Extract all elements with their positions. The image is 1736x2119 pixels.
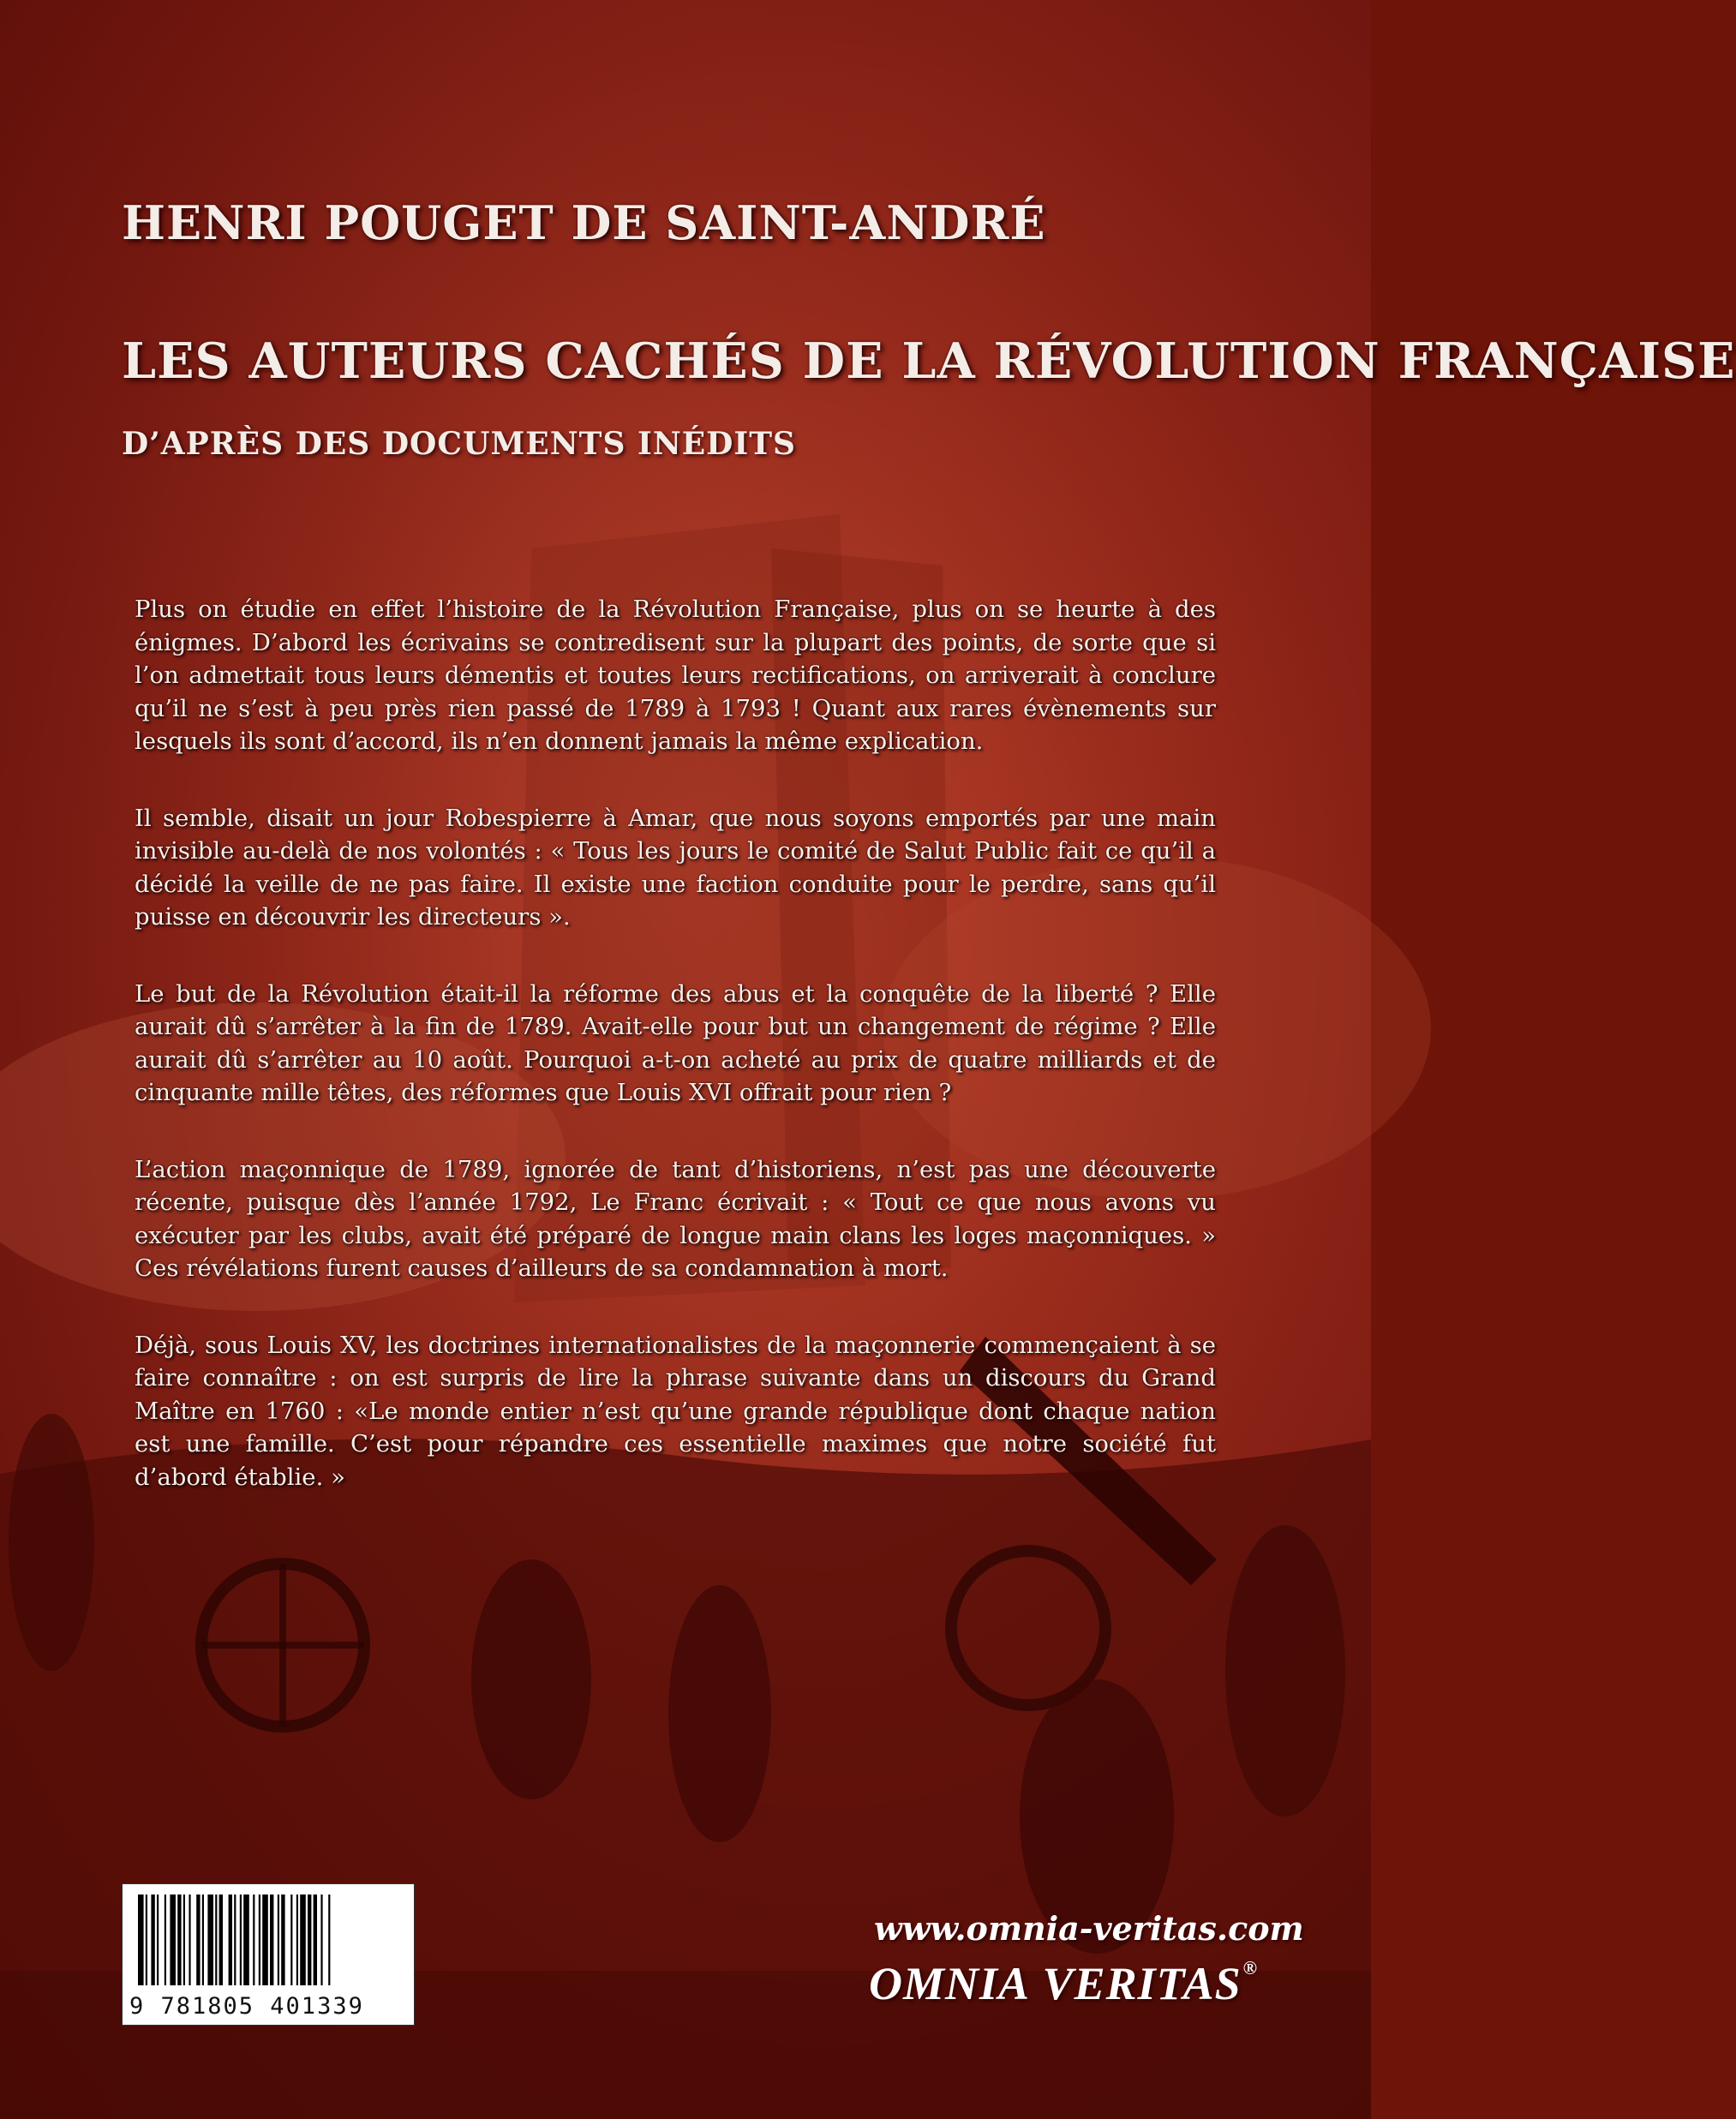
barcode-bar bbox=[290, 1895, 292, 1985]
publisher-logo bbox=[869, 1957, 1258, 2010]
barcode-bar bbox=[278, 1895, 279, 1985]
barcode-bar bbox=[259, 1895, 260, 1985]
barcode-bar bbox=[183, 1895, 185, 1985]
blurb-text bbox=[135, 593, 1216, 1537]
barcode-bar bbox=[320, 1895, 322, 1985]
barcode-bar bbox=[215, 1895, 217, 1985]
barcode-bar bbox=[151, 1895, 154, 1985]
barcode-bar bbox=[240, 1895, 242, 1985]
barcode-bar bbox=[270, 1895, 273, 1985]
isbn-number: 9 781805 401339 bbox=[129, 1993, 364, 2020]
blurb-paragraph: L’action maçonnique de 1789, ignorée de tant d’historiens, n’est pas une découverte récente, puisque dès l’année 1792, Le Franc écrivait : « Tout ce que nous avons vu exécuter par les clubs, avait été préparé de longue main clans les loges maçonniques. » Ces révélations furent causes d’ailleurs de sa condamnation à mort. bbox=[135, 1155, 1216, 1282]
barcode-bar bbox=[219, 1895, 223, 1985]
barcode-bar bbox=[229, 1895, 232, 1985]
blurb-paragraph: Le but de la Révolution était-il la réforme des abus et la conquête de la liberté ? Elle aurait dû s’arrêter à la fin de 1789. Avait-elle pour but un changement de régime ? Elle aurait dû s’arrêter au 10 août. Pourquoi a-t-on acheté au prix de quatre milliards et de cinquante mille têtes, des réformes que Louis XVI offrait pour rien ? bbox=[135, 979, 1216, 1106]
barcode-bar bbox=[165, 1895, 166, 1985]
barcode-bar bbox=[207, 1895, 213, 1985]
publisher-logo-omnia: OMNIA bbox=[869, 1958, 1031, 2009]
barcode-bar bbox=[300, 1895, 306, 1985]
blurb-paragraph: Déjà, sous Louis XV, les doctrines internationalistes de la maçonnerie commençaient à se faire connaître : on est surpris de lire la phrase suivante dans un discours du Grand Maître en 1760 : «Le monde entier n’est qu’une grande république dont chaque nation est une famille. C’est pour répandre ces essentielle maximes que notre société fut d’abord établie. » bbox=[135, 1331, 1216, 1491]
barcode-bar bbox=[202, 1895, 204, 1985]
barcode-bar bbox=[157, 1895, 159, 1985]
barcode-bar bbox=[138, 1895, 144, 1985]
blurb-paragraph: Plus on étudie en effet l’histoire de la Révolution Française, plus on se heurte à des énigmes. D’abord les écrivains se contredisent sur la plupart des points, de sorte que si l’on admettait tous leurs démentis et toutes leurs rectifications, on arriverait à conclure qu’il ne s’est à peu près rien passé de 1789 à 1793 ! Quant aux rares évènements sur lesquels ils sont d’accord, ils n’en donnent jamais la même explication. bbox=[135, 596, 1216, 755]
barcode-bar bbox=[170, 1895, 176, 1985]
book-subtitle: D’APRÈS DES DOCUMENTS INÉDITS bbox=[122, 426, 797, 462]
barcode-bar bbox=[189, 1895, 190, 1985]
barcode-bar bbox=[296, 1895, 298, 1985]
barcode-bar bbox=[262, 1895, 268, 1985]
barcode-bar bbox=[314, 1895, 317, 1985]
barcode-bar bbox=[328, 1895, 330, 1985]
barcode-bar bbox=[146, 1895, 147, 1985]
barcode-bar bbox=[281, 1895, 284, 1985]
barcode-bar bbox=[234, 1895, 236, 1985]
book-title: LES AUTEURS CACHÉS DE LA RÉVOLUTION FRANÇAISE bbox=[122, 332, 1736, 390]
registered-mark: ® bbox=[1242, 1957, 1259, 1978]
publisher-website: www.omnia-veritas.com bbox=[874, 1909, 1304, 1948]
blurb-paragraph: Il semble, disait un jour Robespierre à Amar, que nous soyons emportés par une main invisible au-delà de nos volontés : « Tous les jours le comité de Salut Public fait ce qu’il a décidé la veille de ne pas faire. Il existe une faction conduite pour le perdre, sans qu’il puisse en découvrir les directeurs ». bbox=[135, 804, 1216, 931]
barcode-bar bbox=[243, 1895, 249, 1985]
barcode-bar bbox=[308, 1895, 311, 1985]
publisher-logo-veritas: VERITAS bbox=[1042, 1958, 1242, 2009]
isbn-barcode bbox=[122, 1883, 415, 2026]
author-name: HENRI POUGET DE SAINT-ANDRÉ bbox=[122, 195, 1046, 250]
barcode-bar bbox=[253, 1895, 254, 1985]
barcode-bar bbox=[177, 1895, 181, 1985]
barcode-icon bbox=[138, 1895, 398, 1985]
barcode-bar bbox=[196, 1895, 200, 1985]
